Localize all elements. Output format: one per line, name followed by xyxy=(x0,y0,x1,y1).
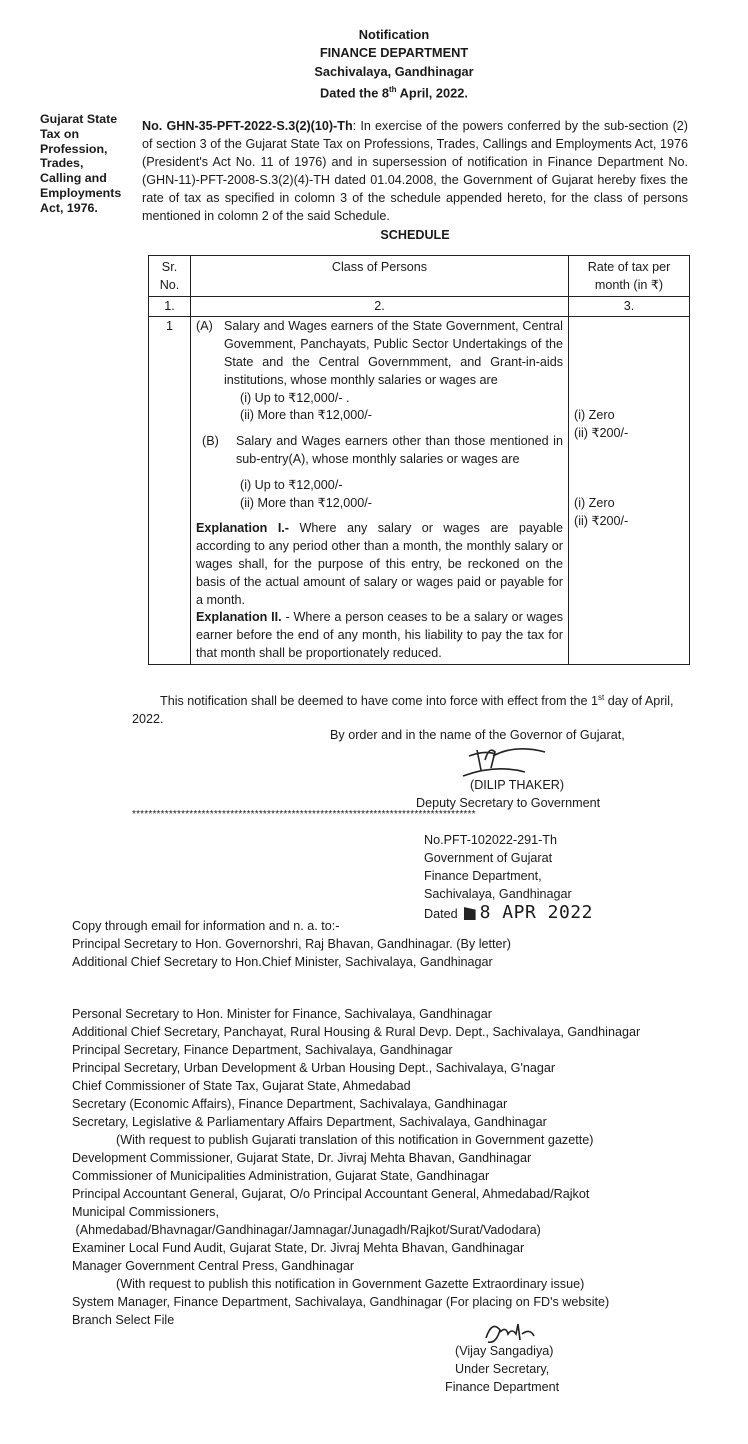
intro-text: : In exercise of the powers conferred by the sub-section (2) of section 3 of the Gujarat State Tax on Professions, Trades, Callings and Employments Act, 1976 (President's Act No. 11 of 1976) and in supersession of notification in Finance Department No.(GHN-11)-PFT-2008-S.3(2)(4)-TH dated 01.04.2008, the Government of Gujarat hereby fixes the rate of tax as specified in colomn 3 of the schedule appended hereto, for the class of persons mentioned in colomn 2 of the said Schedule. xyxy=(142,119,688,223)
copy-list-second xyxy=(72,1005,640,1329)
sidebar-line: Profession, xyxy=(40,141,108,156)
effect-paragraph: This notification shall be deemed to have come into force with effect from the 1st day of April, 2022. xyxy=(132,693,674,727)
sidebar-line: Employments xyxy=(40,185,122,200)
entry-b-i: (i) Up to ₹12,000/- xyxy=(240,477,343,492)
header-notification: Notification xyxy=(358,27,430,42)
entry-a-i: (i) Up to ₹12,000/- . xyxy=(240,390,350,405)
signatory-2-dept: Finance Department xyxy=(445,1380,560,1394)
order-line: By order and in the name of the Governor of Gujarat, xyxy=(330,728,625,742)
rate-cell xyxy=(569,317,690,664)
col-number-3: 3. xyxy=(569,296,690,317)
sidebar-line: Trades, xyxy=(40,156,84,171)
list-item: Principal Secretary, Finance Department, Sachivalaya, Gandhinagar xyxy=(72,1043,453,1057)
list-item: Branch Select File xyxy=(72,1313,175,1327)
entry-b xyxy=(196,433,563,469)
notification-header xyxy=(0,26,748,103)
notification-number: No. GHN-35-PFT-2022-S.3(2)(10)-Th xyxy=(142,119,353,133)
entry-b-text: Salary and Wages earners other than those mentioned in sub-entry(A), whose monthly salaries or wages are xyxy=(236,434,563,466)
sidebar-line: Tax on xyxy=(40,126,80,141)
entry-a-ii: (ii) More than ₹12,000/- xyxy=(240,408,372,423)
entry-a-text: Salary and Wages earners of the State Government, Central Govemment, Panchayats, Public Sector Undertakings of the State and the Central Governmment, and Grant-in-aids institutions, whose monthly salaries or wages are xyxy=(224,319,563,387)
entry-b-label: (B) xyxy=(202,434,219,449)
copy-list-first xyxy=(72,917,511,971)
list-item: Additional Chief Secretary, Panchayat, Rural Housing & Rural Devp. Dept., Sachivalaya, Gandhinagar xyxy=(72,1025,641,1039)
schedule-table xyxy=(148,255,690,665)
reference-dated: Dated 8 APR 2022 xyxy=(424,902,593,923)
entry-a xyxy=(196,318,563,389)
list-item: Examiner Local Fund Audit, Gujarat State, Dr. Jivraj Mehta Bhavan, Gandhinagar xyxy=(72,1241,525,1255)
col-class-of-persons: Class of Persons xyxy=(191,256,569,297)
col-number-1: 1. xyxy=(149,296,191,317)
rate-b-ii: (ii) ₹200/- xyxy=(574,513,629,528)
list-item: Additional Chief Secretary to Hon.Chief Minister, Sachivalaya, Gandhinagar xyxy=(72,955,493,969)
list-item: Chief Commissioner of State Tax, Gujarat State, Ahmedabad xyxy=(72,1079,411,1093)
signatory-2-title: Under Secretary, xyxy=(455,1362,550,1376)
list-item: Secretary, Legislative & Parliamentary Affairs Department, Sachivalaya, Gandhinagar xyxy=(72,1115,547,1129)
list-item: Principal Secretary, Urban Development & Urban Housing Dept., Sachivalaya, G'nagar xyxy=(72,1061,556,1075)
separator-line: ************************************************************************************ xyxy=(132,809,476,820)
rate-a-i: (i) Zero xyxy=(574,408,615,423)
class-of-persons-cell xyxy=(191,317,569,664)
list-item: Principal Secretary to Hon. Governorshri, Raj Bhavan, Gandhinagar. (By letter) xyxy=(72,937,511,951)
intro-paragraph xyxy=(142,117,688,225)
copy-intro: Copy through email for information and n. a. to:- xyxy=(72,919,340,933)
signatory-2-block xyxy=(445,1342,560,1396)
list-item: Development Commissioner, Gujarat State, Dr. Jivraj Mehta Bhavan, Gandhinagar xyxy=(72,1151,532,1165)
publish-note-gujarati: (With request to publish Gujarati translation of this notification in Government gazette) xyxy=(116,1133,594,1147)
signatory-1-title: Deputy Secretary to Government xyxy=(416,796,601,810)
reference-block xyxy=(424,831,593,923)
date-stamp: 8 APR 2022 xyxy=(479,902,593,923)
act-sidebar xyxy=(40,112,130,216)
col-sr-no: Sr. No. xyxy=(149,256,191,297)
header-date: Dated the 8th April, 2022. xyxy=(320,85,468,101)
sidebar-line: Act, 1976. xyxy=(40,200,98,215)
rate-a-ii: (ii) ₹200/- xyxy=(574,426,629,441)
list-item: Secretary (Economic Affairs), Finance Department, Sachivalaya, Gandhinagar xyxy=(72,1097,508,1111)
table-header-row xyxy=(149,256,690,297)
list-item: Municipal Commissioners, xyxy=(72,1205,219,1219)
schedule-title: SCHEDULE xyxy=(380,228,450,242)
sidebar-line: Calling and xyxy=(40,171,107,186)
list-item: Principal Accountant General, Gujarat, O/o Principal Accountant General, Ahmedabad/Rajkot xyxy=(72,1187,590,1201)
reference-government: Government of Gujarat xyxy=(424,851,553,865)
explanation-1: Explanation I.- Where any salary or wages are payable according to any period other than a month, the monthly salary or wages shall, for the purpose of this entry, be reckoned on the basis of the actual amount of salary or wages paid or payable for a month. xyxy=(196,521,563,607)
list-item: System Manager, Finance Department, Sachivalaya, Gandhinagar (For placing on FD's website) xyxy=(72,1295,610,1309)
entry-a-label: (A) xyxy=(196,319,213,334)
col-rate-of-tax: Rate of tax per month (in ₹) xyxy=(569,256,690,297)
header-department: FINANCE DEPARTMENT xyxy=(319,45,469,61)
signatory-1-name: (DILIP THAKER) xyxy=(470,778,565,792)
signatory-2-name: (Vijay Sangadiya) xyxy=(455,1344,554,1358)
reference-department: Finance Department, xyxy=(424,869,542,883)
entry-b-ii: (ii) More than ₹12,000/- xyxy=(240,495,372,510)
list-item: Manager Government Central Press, Gandhinagar xyxy=(72,1259,355,1273)
explanation-2: Explanation II. - Where a person ceases to be a salary or wages earner before the end of any month, his liability to pay the tax for that month shall be proportionately reduced. xyxy=(196,610,563,660)
header-location: Sachivalaya, Gandhinagar xyxy=(314,63,474,79)
row-sr-no: 1 xyxy=(149,317,191,664)
rate-b-i: (i) Zero xyxy=(574,495,615,510)
list-item: Personal Secretary to Hon. Minister for Finance, Sachivalaya, Gandhinagar xyxy=(72,1007,493,1021)
list-item: (Ahmedabad/Bhavnagar/Gandhinagar/Jamnagar/Junagadh/Rajkot/Surat/Vadodara) xyxy=(72,1223,541,1237)
table-number-row xyxy=(149,296,690,317)
table-row xyxy=(149,317,690,664)
col-number-2: 2. xyxy=(191,296,569,317)
sidebar-line: Gujarat State xyxy=(40,112,118,126)
list-item: Commissioner of Municipalities Administration, Gujarat State, Gandhinagar xyxy=(72,1169,490,1183)
publish-note-gazette: (With request to publish this notification in Government Gazette Extraordinary issue) xyxy=(116,1277,585,1291)
reference-place: Sachivalaya, Gandhinagar xyxy=(424,887,572,901)
reference-number: No.PFT-102022-291-Th xyxy=(424,833,558,847)
